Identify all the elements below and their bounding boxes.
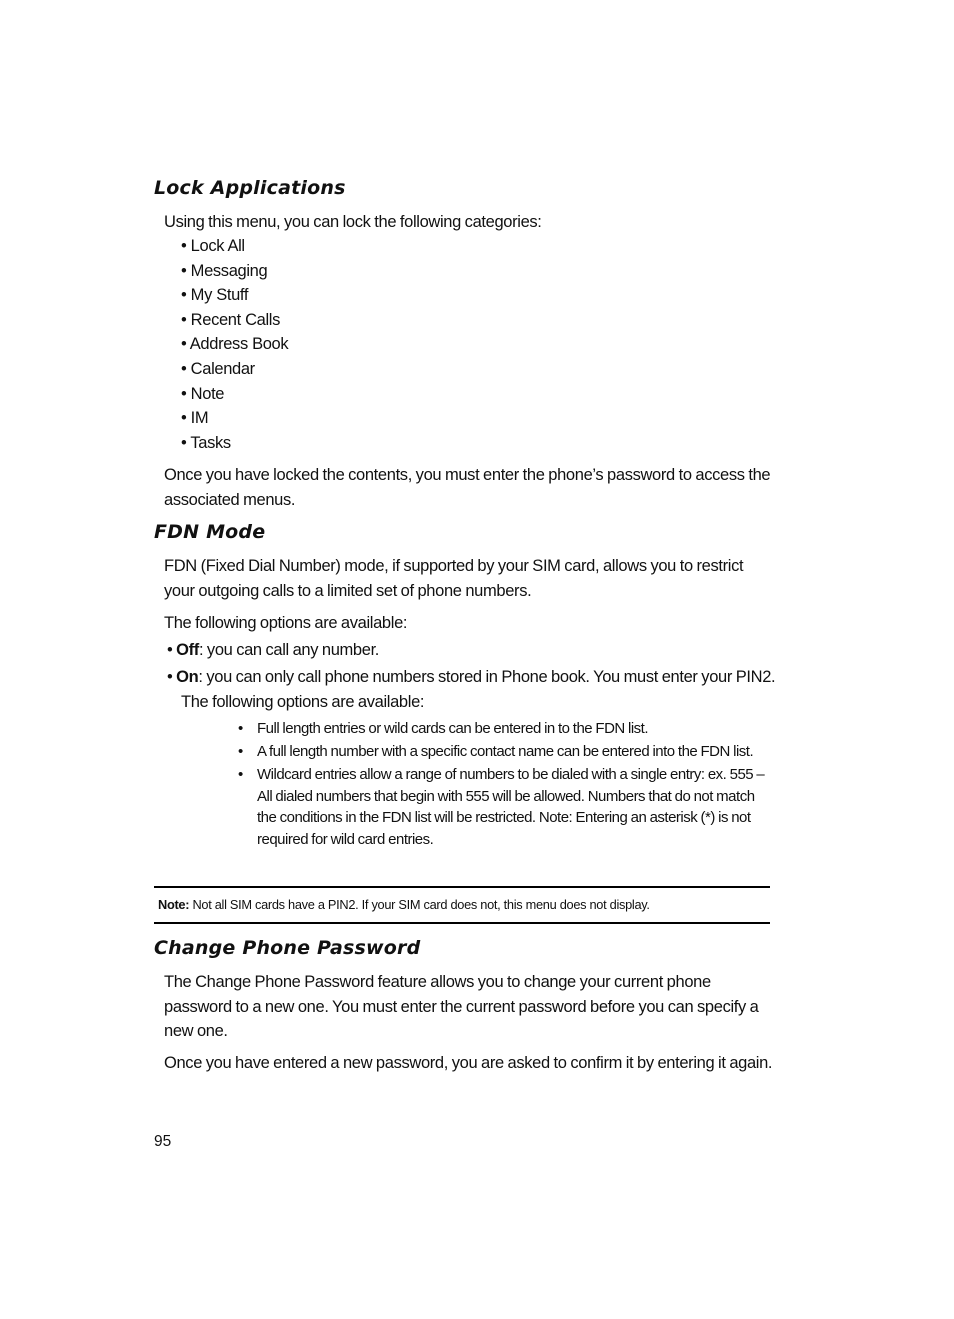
note-top-rule [154,886,770,888]
change-password-para-1: The Change Phone Password feature allows you to change your current phone password to a new one. You must enter the current password before you can specify a new one. [164,973,759,1040]
option-on-label: On [176,668,199,686]
list-item: • Messaging [181,261,268,280]
list-item: • Tasks [181,433,231,452]
list-item: • Full length entries or wild cards can be entered in to the FDN list. [238,720,649,737]
page-number: 95 [154,1133,172,1150]
change-password-para-2: Once you have entered a new password, you are asked to confirm it by entering it again. [164,1054,773,1072]
list-item: • My Stuff [181,286,249,305]
note-bottom-rule [154,922,770,924]
list-item: • Recent Calls [181,310,281,329]
list-item: • IM [181,409,209,428]
list-item: • Lock All [181,237,245,255]
lock-applications-outro: Once you have locked the contents, you must enter the phone’s password to access the associated menus. [164,466,771,509]
list-item: • Wildcard entries allow a range of numbers to be dialed with a single entry: ex. 555 – All dialed numbers that begin with 555 will be allowed. Numbers that do not match the conditions in the FDN list will be restricted. Note: Entering an asterisk (*) is not required for wild card entries. [238,766,765,848]
note-text: Note: Not all SIM cards have a PIN2. If your SIM card does not, this menu does not display. [158,897,650,912]
fdn-option-off: • Off: you can call any number. [167,641,380,659]
fdn-on-sub-options [238,718,768,852]
lock-applications-heading: Lock Applications [154,177,346,199]
change-password-heading: Change Phone Password [154,937,421,959]
fdn-option-on: • On: you can only call phone numbers stored in Phone book. You must enter your PIN2. The following options are available: [167,668,776,711]
list-item: • Calendar [181,359,255,378]
list-item: • A full length number with a specific contact name can be entered into the FDN list. [238,743,754,760]
lock-categories-list [181,234,288,455]
lock-applications-intro: Using this menu, you can lock the following categories: [164,213,542,231]
fdn-mode-heading: FDN Mode [154,521,266,543]
fdn-mode-intro: FDN (Fixed Dial Number) mode, if supported by your SIM card, allows you to restrict your outgoing calls to a limited set of phone numbers. [164,557,744,600]
list-item: • Note [181,384,225,403]
note-label: Note: [158,897,190,912]
option-off-label: Off [176,641,199,659]
fdn-options-intro: The following options are available: [164,614,408,632]
list-item: • Address Book [181,335,289,354]
